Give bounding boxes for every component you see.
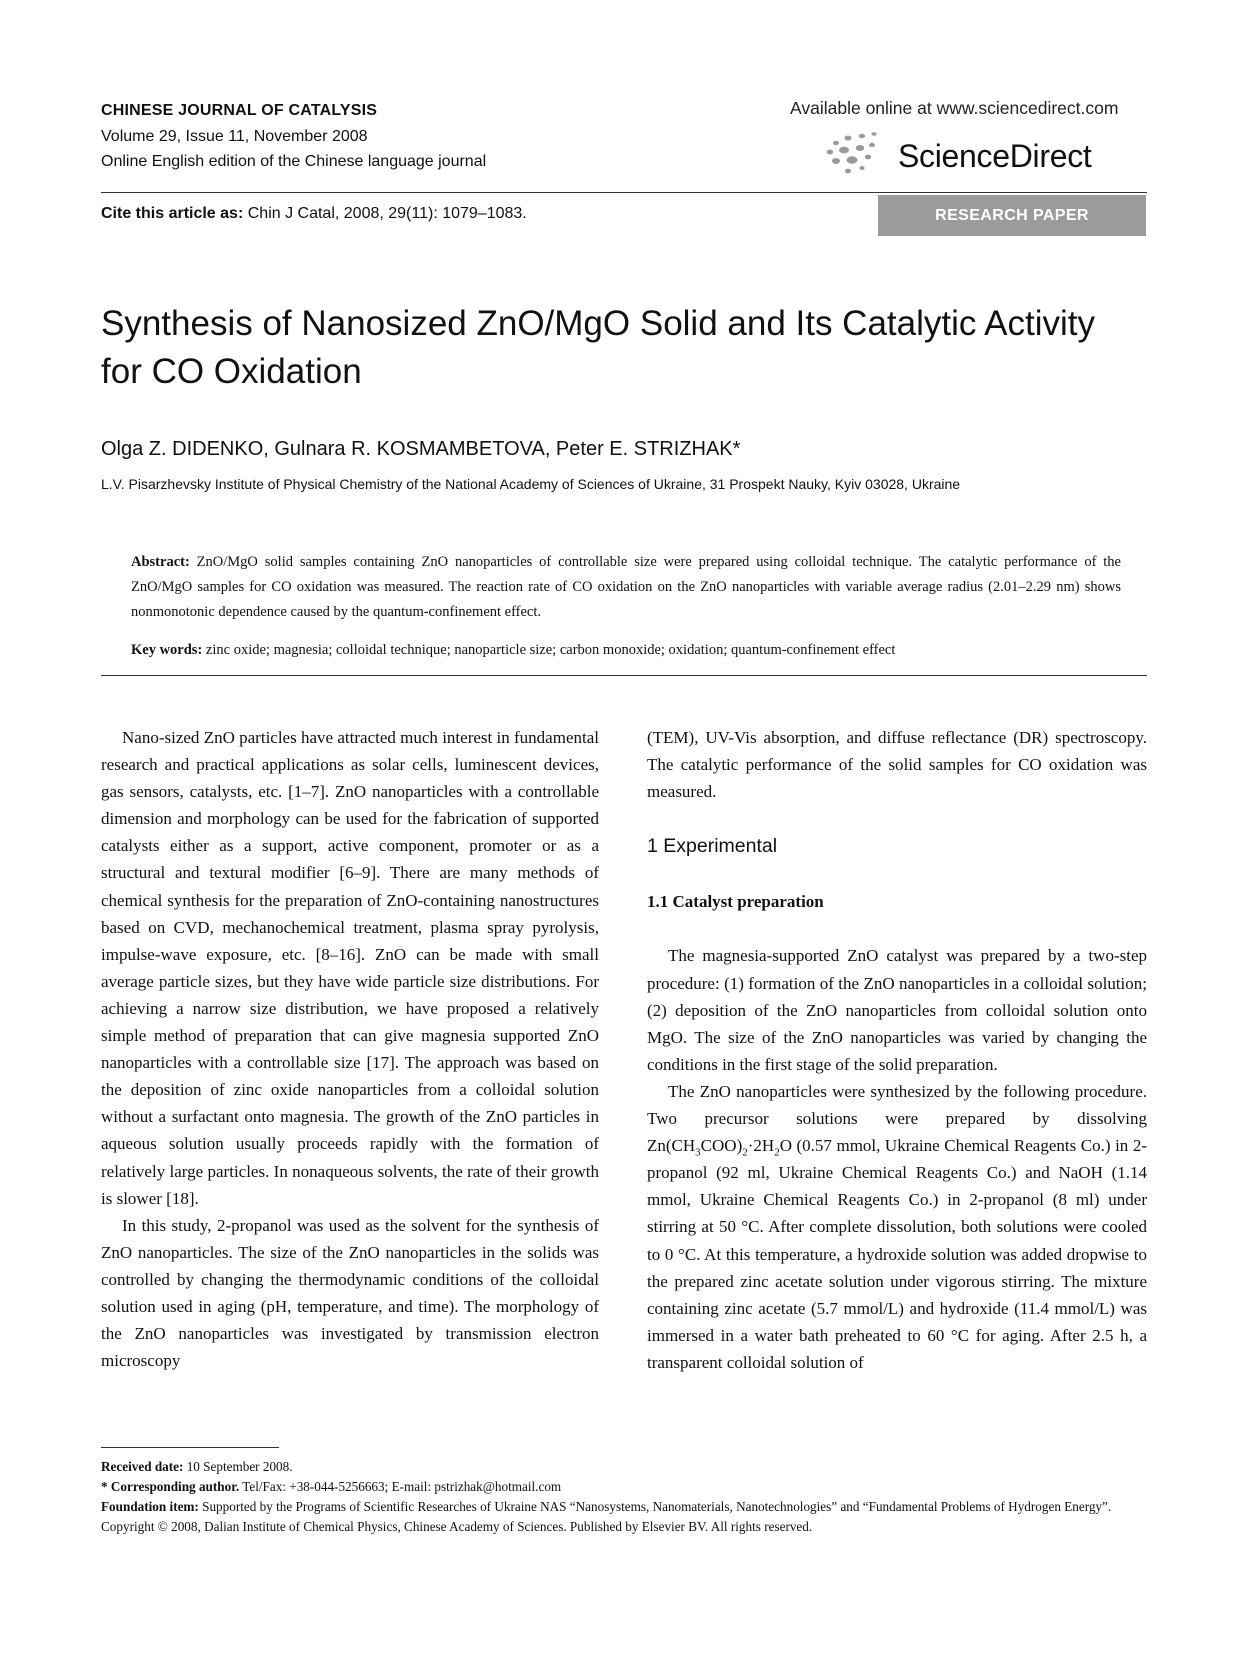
corresponding-label: * Corresponding author. [101, 1479, 240, 1494]
cite-label: Cite this article as: [101, 205, 244, 222]
abstract [131, 550, 1121, 625]
foundation-label: Foundation item: [101, 1499, 199, 1514]
footnote-copyright: Copyright © 2008, Dalian Institute of Chemical Physics, Chinese Academy of Sciences. Published by Elsevier BV. All rights reserved. [101, 1519, 813, 1534]
received-label: Received date: [101, 1459, 184, 1474]
footnote-corresponding [101, 1477, 1147, 1497]
footnotes [101, 1457, 1147, 1537]
article-type-badge: RESEARCH PAPER [878, 195, 1146, 236]
corresponding-contact: Tel/Fax: +38-044-5256663; E-mail: pstrizhak@hotmail.com [242, 1479, 562, 1494]
footnote-received [101, 1457, 1147, 1477]
body-column-right [647, 724, 1147, 1376]
foundation-text: Supported by the Programs of Scientific Researches of Ukraine NAS “Nanosystems, Nanomaterials, Nanotechnologies” and “Fundamental Problems of Hydrogen Energy”. [202, 1499, 1112, 1514]
body-paragraph: Nano-sized ZnO particles have attracted much interest in fundamental research and practical applications as solar cells, luminescent devices, gas sensors, catalysts, etc. [1–7]. ZnO nanoparticles with a controllable dimension and morphology can be used for the fabrication of supported catalysts either as a support, active component, promoter or as a structural and textural modifier [6–9]. There are many methods of chemical synthesis for the preparation of ZnO-containing nanostructures based on CVD, mechanochemical treatment, plasma spray pyrolysis, impulse-wave exposure, etc. [8–16]. ZnO can be made with small average particle sizes, but they have wide particle size distributions. For achieving a narrow size distribution, we have proposed a relatively simple method of preparation that can give magnesia supported ZnO nanoparticles with a controllable size [17]. The approach was based on the deposition of zinc oxide nanoparticles from a colloidal solution without a surfactant onto magnesia. The growth of the ZnO particles in aqueous solution usually proceeds rapidly with the formation of relatively large particles. In nonaqueous solvents, the rate of their growth is slower [18]. [101, 728, 599, 1208]
paper-title: Synthesis of Nanosized ZnO/MgO Solid and Its Catalytic Activity for CO Oxidation [101, 304, 1096, 391]
subscript: 2 [774, 1146, 780, 1159]
keywords [131, 639, 1121, 661]
cite-line [101, 205, 527, 223]
subscript: 2 [742, 1146, 748, 1159]
keywords-label: Key words: [131, 642, 203, 658]
section-heading: 1 Experimental [647, 835, 778, 858]
abstract-divider [101, 675, 1147, 676]
abstract-label: Abstract: [131, 554, 190, 570]
text-run: ·2H [747, 1136, 775, 1156]
received-date: 10 September 2008. [186, 1459, 293, 1474]
text-run: The ZnO nanoparticles were synthesized by the following procedure. Two precursor solutions were prepared by dissolving Zn(CH [647, 1081, 1147, 1156]
available-online-text: Available online at www.sciencedirect.com [790, 98, 1119, 118]
keywords-text: zinc oxide; magnesia; colloidal technique; nanoparticle size; carbon monoxide; oxidation; quantum-confinement effect [205, 642, 896, 658]
text-run: O (0.57 mmol, Ukraine Chemical Reagents Co.) in 2-propanol (92 ml, Ukraine Chemical Reagents Co.) and NaOH (1.14 mmol, Ukraine Chemical Reagents Co.) in 2-propanol (8 ml) under stirring at 50 °C. After complete dissolution, both solutions were cooled to 0 °C. At this temperature, a hydroxide solution was added dropwise to the prepared zinc acetate solution under vigorous stirring. The mixture containing zinc acetate (5.7 mmol/L) and hydroxide (11.4 mmol/L) was immersed in a water bath preheated to 60 °C for aging. After 2.5 h, a transparent colloidal solution of [647, 1136, 1147, 1372]
body-column-left [101, 724, 599, 1374]
footnote-divider [101, 1447, 279, 1448]
subscript: 3 [695, 1146, 701, 1159]
affiliation: L.V. Pisarzhevsky Institute of Physical Chemistry of the National Academy of Sciences of Ukraine, 31 Prospekt Nauky, Kyiv 03028, Ukraine [101, 476, 961, 492]
journal-volume: Volume 29, Issue 11, November 2008 [101, 128, 368, 145]
sciencedirect-wordmark: ScienceDirect [898, 138, 1092, 174]
body-paragraph [647, 1078, 1147, 1376]
journal-header [101, 102, 486, 174]
journal-name: CHINESE JOURNAL OF CATALYSIS [101, 102, 378, 119]
text-run: COO) [700, 1136, 743, 1156]
body-paragraph: (TEM), UV-Vis absorption, and diffuse reflectance (DR) spectroscopy. The catalytic performance of the solid samples for CO oxidation was measured. [647, 728, 1147, 802]
journal-edition: Online English edition of the Chinese language journal [101, 153, 487, 170]
body-paragraph: The magnesia-supported ZnO catalyst was prepared by a two-step procedure: (1) formation of the ZnO nanoparticles in a colloidal solution; (2) deposition of the ZnO nanoparticles from colloidal solution onto MgO. The size of the ZnO nanoparticles was varied by changing the conditions in the first stage of the solid preparation. [647, 946, 1147, 1074]
author-list: Olga Z. DIDENKO, Gulnara R. KOSMAMBETOVA, Peter E. STRIZHAK* [101, 438, 741, 460]
cite-text: Chin J Catal, 2008, 29(11): 1079–1083. [247, 205, 527, 222]
body-paragraph: In this study, 2-propanol was used as the solvent for the synthesis of ZnO nanoparticles. The size of the ZnO nanoparticles in the solids was controlled by changing the thermodynamic conditions of the colloidal solution used in aging (pH, temperature, and time). The morphology of the ZnO nanoparticles was investigated by transmission electron microscopy [101, 1215, 599, 1371]
abstract-text: ZnO/MgO solid samples containing ZnO nanoparticles of controllable size were prepared using colloidal technique. The catalytic performance of the ZnO/MgO samples for CO oxidation was measured. The reaction rate of CO oxidation on the ZnO nanoparticles with variable average radius (2.01–2.29 nm) shows nonmonotonic dependence caused by the quantum-confinement effect. [131, 554, 1121, 620]
header-divider [101, 192, 1147, 193]
subsection-heading: 1.1 Catalyst preparation [647, 892, 824, 912]
footnote-foundation [101, 1497, 1147, 1517]
